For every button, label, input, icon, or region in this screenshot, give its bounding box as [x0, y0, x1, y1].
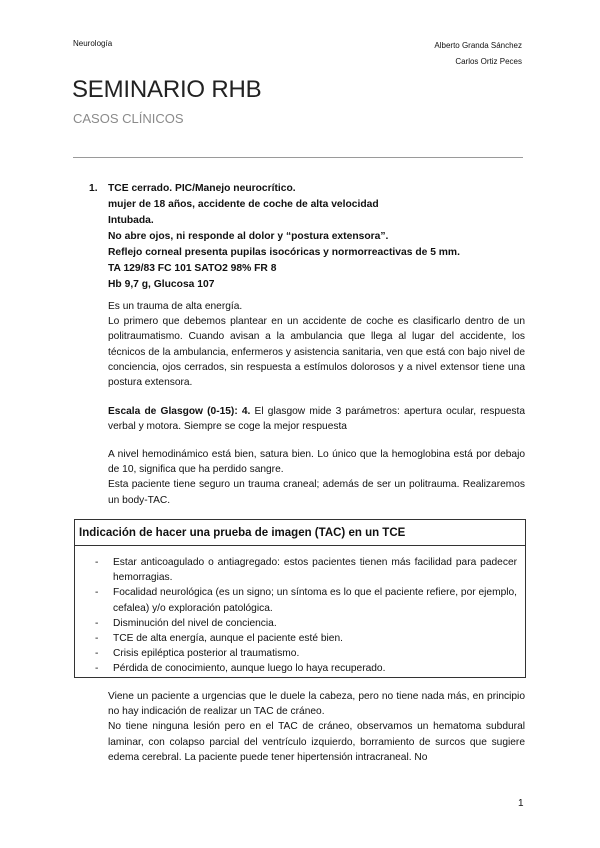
header-section-label: Neurología [73, 39, 113, 48]
paragraph-line: A nivel hemodinámico está bien, satura bien. Lo único que la hemoglobina está por debajo de 10, significa que ha perdido sangre. [108, 449, 525, 476]
paragraph-hemodynamic [108, 447, 525, 508]
glasgow-label: Escala de Glasgow (0-15): 4. [108, 406, 251, 417]
list-item-text: Focalidad neurológica (es un signo; un síntoma es lo que el paciente refiere, por ejemplo, cefalea) y/o exploración patológica. [113, 587, 517, 614]
glasgow-text: El glasgow mide 3 parámetros: apertura ocular, respuesta verbal y motora. Siempre se coge la mejor respuesta [108, 406, 525, 433]
header-authors [434, 38, 522, 70]
bullet-dash: - [95, 587, 99, 599]
author-name: Carlos Ortiz Peces [455, 57, 522, 66]
bullet-dash: - [95, 663, 99, 675]
page-subtitle: CASOS CLÍNICOS [73, 111, 184, 126]
list-item [95, 661, 517, 676]
paragraph-line: Viene un paciente a urgencias que le duele la cabeza, pero no tiene nada más, en principio no hay indicación de realizar un TAC de cráneo. [108, 691, 525, 718]
bullet-dash: - [95, 617, 99, 629]
indication-box [74, 519, 526, 678]
case-line: Reflejo corneal presenta pupilas isocóricas y normorreactivas de 5 mm. [108, 247, 460, 258]
list-item [95, 616, 517, 631]
list-item-text: Pérdida de conocimiento, aunque luego lo haya recuperado. [113, 663, 386, 675]
case-line: TCE cerrado. PIC/Manejo neurocrítico. [108, 183, 296, 194]
indication-box-title: Indicación de hacer una prueba de imagen (TAC) en un TCE [75, 520, 525, 546]
page-title: SEMINARIO RHB [72, 76, 262, 103]
list-item [95, 585, 517, 615]
glasgow-paragraph [108, 404, 525, 434]
bullet-dash: - [95, 648, 99, 660]
case-lines [108, 181, 528, 293]
author-name: Alberto Granda Sánchez [434, 41, 522, 50]
indication-list [95, 555, 517, 677]
case-number: 1. [89, 183, 98, 194]
paragraph-line: Es un trauma de alta energía. [108, 301, 243, 312]
paragraph-trauma [108, 299, 525, 390]
paragraph-glasgow [108, 404, 525, 434]
paragraph-headache-case [108, 689, 525, 765]
bullet-dash: - [95, 557, 99, 568]
paragraph-line: Lo primero que debemos plantear en un accidente de coche es clasificarlo dentro de un politraumatismo. Cuando avisan a la ambulancia que llega al lugar del accidente, los técnicos de la ambulancia, enfermeros y asistencia sanitaria, ven que está con bajo nivel de conciencia, ojos cerrados, sin respuesta a estímulos dolorosos y a nivel extensor tiene una postura extensora. [108, 316, 525, 389]
case-line: Intubada. [108, 215, 154, 226]
paragraph-line: Esta paciente tiene seguro un trauma craneal; además de ser un politrauma. Realizaremos un body-TAC. [108, 479, 525, 506]
page-number: 1 [518, 798, 524, 809]
list-item-text: Crisis epiléptica posterior al traumatismo. [113, 648, 300, 660]
case-line: mujer de 18 años, accidente de coche de alta velocidad [108, 199, 379, 210]
list-item [95, 646, 517, 661]
list-item-text: TCE de alta energía, aunque el paciente esté bien. [113, 633, 343, 645]
case-line: No abre ojos, ni responde al dolor y “postura extensora”. [108, 231, 389, 242]
case-line: TA 129/83 FC 101 SATO2 98% FR 8 [108, 263, 277, 274]
bullet-dash: - [95, 633, 99, 645]
list-item [95, 555, 517, 585]
title-divider [73, 157, 523, 158]
paragraph-line: No tiene ninguna lesión pero en el TAC de cráneo, observamos un hematoma subdural laminar, con colapso parcial del ventrículo izquierdo, borramiento de surcos que sugiere edema cerebral. La paciente puede tener hipertensión intracraneal. No [108, 721, 525, 763]
case-line: Hb 9,7 g, Glucosa 107 [108, 279, 215, 290]
list-item-text: Estar anticoagulado o antiagregado: estos pacientes tienen más facilidad para padecer hemorragias. [113, 557, 517, 584]
list-item [95, 631, 517, 646]
list-item-text: Disminución del nivel de conciencia. [113, 617, 277, 629]
